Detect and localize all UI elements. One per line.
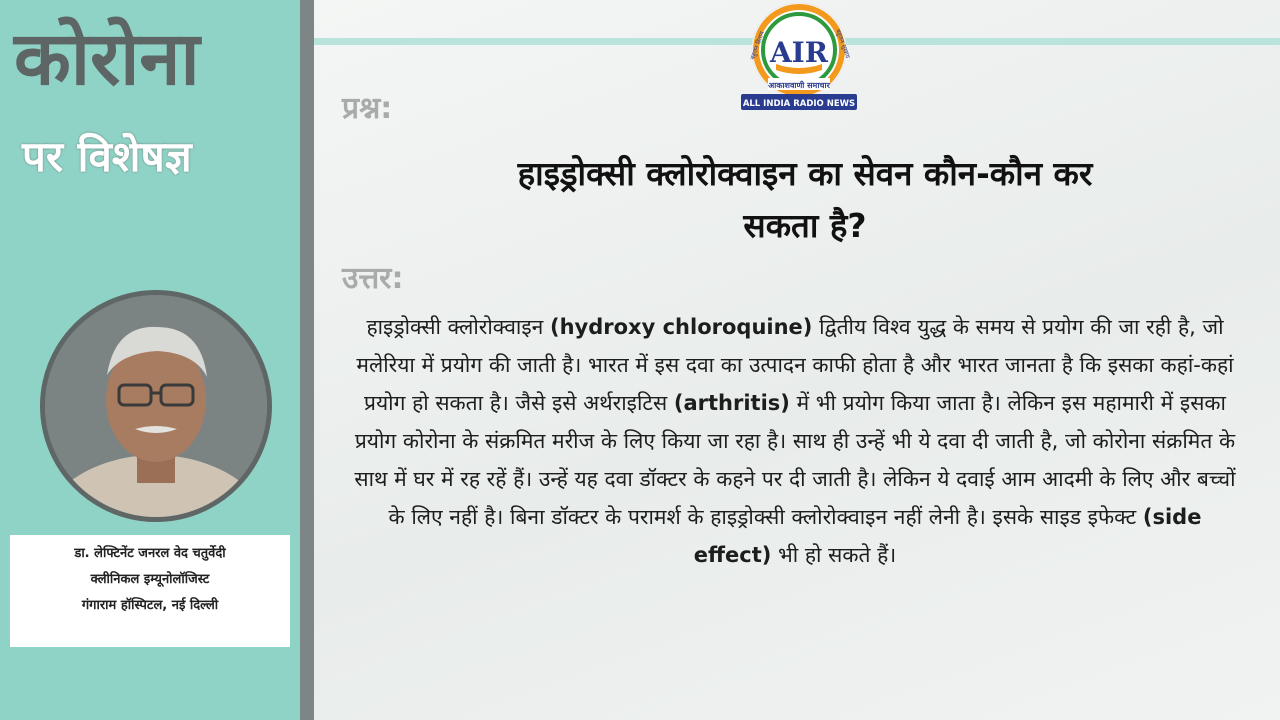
question-label: प्रश्न: (342, 91, 393, 126)
expert-avatar (40, 290, 272, 522)
caption-name: डा. लेफ्टिनेंट जनरल वेद चतुर्वेदी (74, 546, 226, 561)
title-corona: कोरोना (14, 16, 200, 102)
caption-hospital: गंगाराम हॉस्पिटल, नई दिल्ली (81, 598, 219, 613)
answer-term-hydroxy: (hydroxy chloroquine) (550, 315, 813, 339)
answer-part-2: द्वितीय विश्व युद्ध के समय से प्रयोग की जा रही है, जो मलेरिया में प्रयोग की जाती है। भारत में इस दवा का उत्पादन काफी होता है और भारत जानता है कि इसका कहां-कहां प्रयोग हो सकता है। जैसे इसे अर्थराइटिस (356, 315, 1234, 415)
air-news-logo (736, 0, 862, 118)
logo-english-banner: ALL INDIA RADIO NEWS (742, 99, 856, 109)
logo-letters: AIR (769, 36, 829, 69)
question-line1: हाइड्रोक्सी क्लोरोक्वाइन का सेवन कौन-कौन कर (517, 154, 1093, 193)
answer-part-4: भी हो सकते हैं। (771, 543, 897, 567)
caption-role: क्लीनिकल इम्यूनोलॉजिस्ट (90, 572, 210, 587)
answer-term-side-effect: (side effect) (693, 505, 1202, 567)
expert-caption (10, 535, 290, 647)
answer-part-1: हाइड्रोक्सी क्लोरोक्वाइन (366, 315, 550, 339)
expert-portrait-icon (45, 295, 267, 517)
answer-term-arthritis: (arthritis) (673, 391, 790, 415)
question-line2: सकता है? (743, 206, 867, 245)
logo-left-text: बहुजन हिताय (749, 30, 766, 61)
answer-label: उत्तर: (342, 261, 404, 296)
panel-divider (300, 0, 314, 720)
question-text (340, 148, 1270, 252)
answer-part-3: में भी प्रयोग किया जाता है। लेकिन इस महामारी में इसका प्रयोग कोरोना के संक्रमित मरीज के लिए किया जा रहा है। साथ ही उन्हें भी ये दवा दी जाती है, जो कोरोना संक्रमित के साथ में घर में रह रहें हैं। उन्हें यह दवा डॉक्टर के कहने पर दी जाती है। लेकिन ये दवाई आम आदमी के लिए और बच्चों के लिए नहीं है। बिना डॉक्टर के परामर्श के हाइड्रोक्सी क्लोरोक्वाइन नहीं लेनी है। इसके साइड इफेक्ट (354, 391, 1236, 529)
title-expert: पर विशेषज्ञ (22, 132, 192, 181)
logo-hindi-banner: आकाशवाणी समाचार (768, 81, 830, 90)
logo-right-text: बहुजन सुखाय (834, 28, 852, 60)
answer-text (350, 308, 1240, 574)
